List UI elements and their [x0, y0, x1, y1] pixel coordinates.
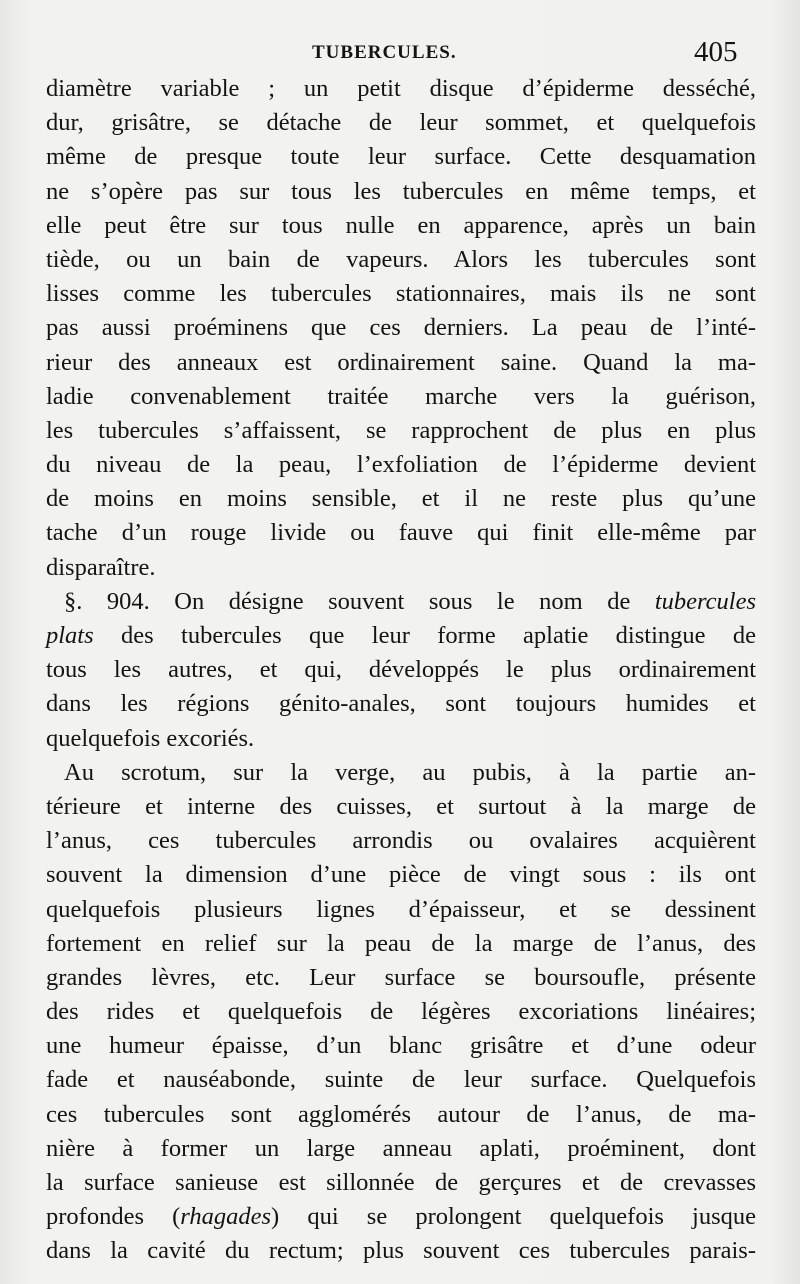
- text-line: même de presque toute leur surface. Cette desquamation: [46, 143, 756, 171]
- text-line: pas aussi proéminens que ces derniers. La peau de l’inté-: [46, 314, 756, 342]
- text-line: une humeur épaisse, d’un blanc grisâtre et d’une odeur: [46, 1032, 756, 1060]
- text-line: lisses comme les tubercules stationnaires, mais ils ne sont: [46, 280, 756, 308]
- text-line: la surface sanieuse est sillonnée de gerçures et de crevasses: [46, 1169, 756, 1196]
- text-line: disparaître.: [46, 553, 156, 581]
- text-line: dans la cavité du rectum; plus souvent ces tubercules parais-: [46, 1237, 756, 1265]
- text-line: ces tubercules sont agglomérés autour de l’anus, de ma-: [46, 1100, 756, 1128]
- paragraph-904: [46, 585, 756, 756]
- text-line: [46, 1200, 756, 1234]
- text-line: Au scrotum, sur la verge, au pubis, à la partie an-: [64, 758, 756, 786]
- text-line: dans les régions génito-anales, sont toujours humides et: [46, 690, 756, 718]
- text-line: grandes lèvres, etc. Leur surface se boursoufle, présente: [46, 963, 756, 991]
- text-line: tache d’un rouge livide ou fauve qui finit elle-même par: [46, 519, 756, 547]
- body-text: [46, 72, 756, 1269]
- text-line: du niveau de la peau, l’exfoliation de l’épiderme devient: [46, 451, 756, 479]
- text-line: nière à former un large anneau aplati, proéminent, dont: [46, 1134, 756, 1162]
- text-line: dur, grisâtre, se détache de leur sommet, et quelquefois: [46, 109, 756, 137]
- page-number: 405: [694, 36, 738, 68]
- text-line: tiède, ou un bain de vapeurs. Alors les tubercules sont: [46, 245, 756, 273]
- text-line: diamètre variable ; un petit disque d’épiderme desséché,: [46, 75, 756, 102]
- paragraph-1: [46, 72, 756, 585]
- text-line: souvent la dimension d’une pièce de vingt sous : ils ont: [46, 861, 756, 889]
- text-line: tous les autres, et qui, développés le plus ordinairement: [46, 656, 756, 684]
- text-line: des rides et quelquefois de légères excoriations linéaires;: [46, 998, 756, 1026]
- text-line: l’anus, ces tubercules arrondis ou ovalaires acquièrent: [46, 827, 756, 855]
- text-line: de moins en moins sensible, et il ne reste plus qu’une: [46, 485, 756, 513]
- text-line: quelquefois excoriés.: [46, 724, 255, 752]
- italic-term: plats: [46, 622, 94, 649]
- text-line: fortement en relief sur la peau de la marge de l’anus, des: [46, 929, 756, 957]
- running-head: [0, 36, 800, 76]
- text-run: profondes (: [46, 1203, 181, 1231]
- text-line: térieure et interne des cuisses, et surtout à la marge de: [46, 792, 756, 820]
- text-run: ) qui se prolongent quelquefois jusque: [271, 1203, 757, 1231]
- italic-term: tubercules: [654, 587, 756, 615]
- italic-term: rhagades: [180, 1203, 272, 1231]
- text-line: [46, 585, 756, 619]
- running-title: TUBERCULES.: [312, 42, 457, 63]
- text-run: §. 904. On désigne souvent sous le nom de: [64, 587, 655, 615]
- text-line: [46, 619, 756, 653]
- text-line: quelquefois plusieurs lignes d’épaisseur, et se dessinent: [46, 895, 756, 923]
- text-line: elle peut être sur tous nulle en apparence, après un bain: [46, 211, 756, 239]
- text-line: ladie convenablement traitée marche vers la guérison,: [46, 382, 756, 410]
- text-line: rieur des anneaux est ordinairement saine. Quand la ma-: [46, 348, 756, 376]
- text-line: ne s’opère pas sur tous les tubercules en même temps, et: [46, 177, 756, 205]
- text-line: les tubercules s’affaissent, se rapprochent de plus en plus: [46, 416, 756, 444]
- paragraph-3: [46, 756, 756, 1269]
- text-line: fade et nauséabonde, suinte de leur surface. Quelquefois: [46, 1066, 756, 1094]
- text-run: des tubercules que leur forme aplatie distingue de: [93, 622, 756, 649]
